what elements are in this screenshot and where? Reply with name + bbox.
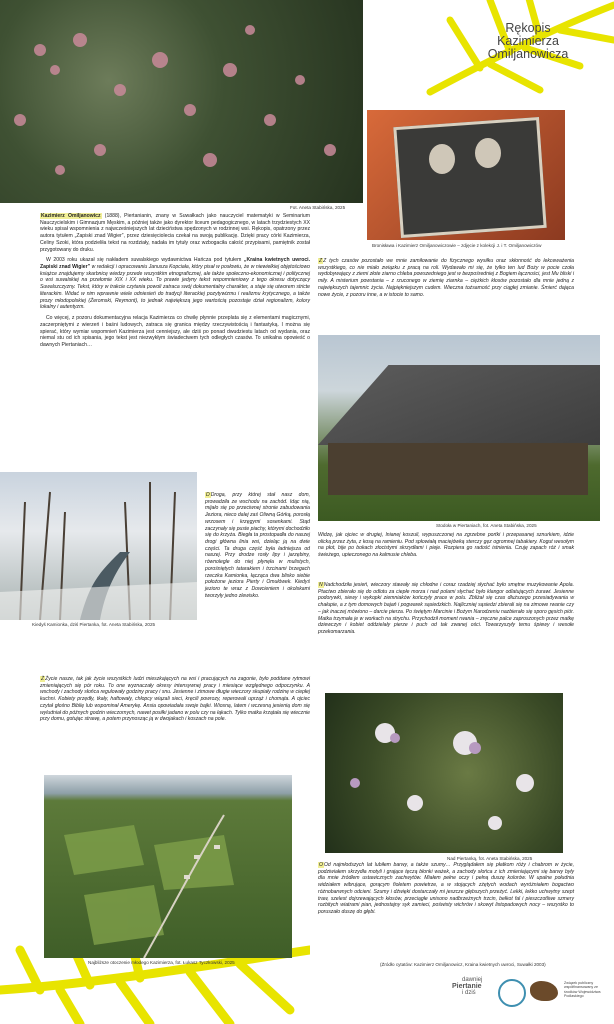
book-title: „Kraina kwietnych uwroci. Zapiski znad Wigier” — [40, 257, 310, 271]
intro-p2-b: w redakcji i opracowaniu Janusza Kopciała, który pisał w posłowiu, że w niewielkiej objętościowo książce znajdujemy skarbnicę wiedzy przede wszystkim etnograficznej, ale także społeczno-ekonomicznej i politycznej o wsi suwalskiej na przełomie XIX i XX wieku. To prawie jedyny tekst wspomnieniowy z tego okresu dotyczący Suwalszczyzny. Tekst, który w trakcie czytania powoli zatraca swój dokumentalny charakter, a staje się utworem stricte literackim. Widać w nim wprawnie wiele odniesień do tradycji literackiej pozytywizmu i realizmu krytycznego, a także prozy młodopolskiej (Żeromski, Reymont), to jednak największą jego wartością pozostaje dział regionalizm, kolory lokalny i autentyzm. — [40, 264, 310, 311]
top-photo-caption: Fot. Aneta Stabińska, 2025 — [290, 205, 346, 210]
river-caption: Kiedyś Kamionka, dziś Piertanka, fot. Aneta Stabińska, 2025 — [32, 622, 156, 627]
quote-right-3: NNadchodziła jesień, wieczory stawały się chłodne i coraz rzadziej słychać było smętne muzykowanie Apola. Ptactwo zbierało się do odlotu za ciepłe morza i nad polami słychać było klangor odlatujących żurawi. Jesienne podorywki, siewy i wykopki ziemniaków kończyły prace w polu. Zbliżał się czas dłuższego przesiadywania w chałupie, a z tym domowych bajań i pogwarek sąsiedzkich. Najliczniej sąsiedzi zbierali się na zimowe rwanie czy – jak inaczej mówiono – darcie pierza. Po świętym Marcinie i Bożym Narodzeniu nazbierało się sporo gęsich piór. Matka trzymała je w workach na strychu. Przychodził moment rwania – zręczne palce zaproszonych przez matkę dziewczyn i kobiet oddzielały pierze i puch od tak zwanej ości. Towarzyszyły temu śpiewy i wesołe przekomarzania. — [318, 582, 574, 636]
quote-river: DDroga, przy której stał nasz dom, prowadziła ze wschodu na zachód. Idąc nią, mijało się po przeciwnej stronie zabudowania Jeziora, nieco dalej zaś Oliwną Górką, porosłą wrzosem i krzęgymi sosenkami. Stąd zaczynały się puste piachy, którymi dochodziło się do krzyża. Biegła ta prostopadła do naszej drogi główna linia wsi, dzieląc ją na dwie części. Ta druga część była ładniejsza od naszej. Przy drodze rosły lipy i jarzębiny, równolegle do niej płynęła w mulistych, porośniętych tatarakiem i trzcinami brzegach rzeczka Kamionka, łącząca dwa blisko siebie położone jeziora Pierty i Omułówek. Kiedyś jezioro te wraz z Dowcieniem i okolskami tworzyły jedno zlewisko. — [205, 492, 310, 599]
piertanie-logo — [452, 977, 492, 996]
title-line-2: Kazimierza — [497, 34, 559, 49]
logo-line-1: dawniej — [462, 977, 483, 983]
title-line-1: Rękopis — [505, 21, 551, 35]
logo-main: Piertanie — [452, 983, 482, 990]
logo-line-2: i dziś — [462, 990, 476, 996]
quote-right-1-text: Z tych czasów pozostało we mnie zamiłowanie do fizycznego wysiłku oraz skłonność do lekceważenia wszystkiego, co nie miało związku z pracą na roli. Wydawało mi się, że tylko ten lud Boży w pocie czoła wydobywający z ziemi złote ziarno chleba powszedniego jest w bezpośredniej z Bogiem łączności, jest Mu bliski i miły. A misterium powstania – z rzuconego w ziemię ziarnka – ciężkich kłosów pozostało dla mnie jedną z największych tajemnic życia. Najpiękniejszym cudem. Wieczna tożsamość przy ciągłej zmianie. Śmierć dająca nowe życie, z pozoru inne, a w istocie to samo. — [318, 258, 574, 298]
quote-right-2 — [318, 532, 574, 559]
quote-river-text: Droga, przy której stał nasz dom, prowadziła ze wschodu na zachód. Idąc nią, mijało się po przeciwnej stronie zabudowania Jeziora, nieco dalej zaś Oliwną Górką, porosłą wrzosem i krzęgymi sosenkami. Stąd zaczynały się puste piachy, którymi dochodziło się do krzyża. Biegła ta prostopadła do naszej drogi główna linia wsi, dzieląc ją na dwie części. Ta druga część była ładniejsza od naszej. Przy drodze rosły lipy i jarzębiny, równolegle do niej płynęła w mulistych, porośniętych tatarakiem i trzcinami brzegach rzeczka Kamionka, łącząca dwa blisko siebie położone jeziora Pierty i Omułówek. Kiedyś jezioro te wraz z Dowcieniem i okolskami tworzyły jedno zlewisko. — [205, 492, 310, 599]
quote-right-2-text: Widzę, jak ojciec w drugiej, lnianej koszuli, wypuszczonej na zgrzebne portki i przepasanej sznurkiem, idzie olicką przez żyta, z kosą na ramieniu. Pod spłowiałą maciejówką sterczy gęz ogromnej tabakiery. Kogut wesołym na płot, bije po bokach złocistymi skrzydłami i pieje. Rozpiera go radość istnienia. Czuję zapach róż i smak świeżego, upieczonego na kalmusie chleba. — [318, 532, 574, 559]
circle-logo-icon — [498, 979, 526, 1007]
quote-right-4-text: Od najmłodszych lat lubiłem barwy, a także szumy… Przyglądałem się płatkom róży i chabrom w życie, podziwiałem skrzydła motyli i grające tęczą błonki ważek, a zachody słońca z ich zmieniającymi się barwy były dla mnie źródłem ustawicznych zachwytów. Miałem pełne oczy i pełną duszę kolorów. W upalne południa widziałem wibrujące, gorącym fioletem powietrze, a w stojących zżętych wodach wyróżniałem bogactwo różnobarwnych odcieni. Szumy i dźwięki dostarczały mi jeszcze głębszych przeżyć. Lekki, lekko uchwytny szept traw, szelest dojrzewających kłosów, przeciągłe unisono nadbrzeżnych trzcin, bełkot fal i pieszczotliwe szmery rozbitych wiatrami pian, jednostajny syk zamieci, poświsty wichrów i skowyt listopadowych nocy – wszystko to poruszało duszę do głębi. — [318, 862, 574, 916]
quote-left-2-text: Życie nasze, tak jak życie wszystkich ludzi mieszkających na wsi i pracujących na zagonie, było poddane rytmowi zmieniających się pór roku. To one wyznaczały okresy intensywnej pracy i miesiące względnego odpoczynku. A wschody i zachody słońca regulowały godziny pracy i snu. Jesienne i zimowe długie wieczory skupiały rodzinę w ciepłej kuchni. Kobiety przędły, tkały, haftowały, chłopcy wiązali sieci, kręcili powrozy, reperowali uprząż i chomąta. A ojciec czytał głośno Biblię lub wspominał Amerykę. Ansia opowiadała swoje bajki. Wiosną, latem i wczesną jesienią dom się wyludniał do późnych godzin wieczornych, nawet posiłki jadano w polu czy na łąkach. Tylko matka krzątała się wiecznie przy domu, gotując strawę, a potem przynosząc ją w dwojakach i koszach na pole. — [40, 676, 310, 723]
quote-right-1: ZZ tych czasów pozostało we mnie zamiłowanie do fizycznego wysiłku oraz skłonność do lekceważenia wszystkiego, co nie miało związku z pracą na roli. Wydawało mi się, że tylko ten lud Boży w pocie czoła wydobywający z ziemi złote ziarno chleba powszedniego jest w bezpośredniej z Bogiem łączności, jest Mu bliski i miły. A misterium powstania – z rzuconego w ziemię ziarnka – ciężkich kłosów pozostało dla mnie jedną z największych tajemnic życia. Najpiękniejszym cudem. Wieczna tożsamość przy ciągłej zmianie. Śmierć dająca nowe życie, z pozoru inne, a w istocie to samo. — [318, 258, 574, 298]
river-photo — [0, 472, 197, 620]
portrait-photo — [367, 110, 565, 240]
top-plant-photo — [0, 0, 363, 203]
partner-text: Związek publiczny współfinansowany ze środków Województwa Podlaskiego — [564, 981, 601, 998]
title-line-3: Omiljanowicza — [487, 47, 569, 62]
flowers-caption: Nad Piertanką, fot. Aneta Stabińska, 2025 — [447, 856, 533, 861]
quote-left-2: ŻŻycie nasze, tak jak życie wszystkich ludzi mieszkających na wsi i pracujących na zagonie, było poddane rytmowi zmieniających się pór roku. To one wyznaczały okresy intensywnej pracy i miesiące względnego odpoczynku. A wschody i zachody słońca regulowały godziny pracy i snu. Jesienne i zimowe długie wieczory skupiały rodzinę w ciepłej kuchni. Kobiety przędły, tkały, haftowały, chłopcy wiązali sieci, kręcili powrozy, reperowali uprząż i chomąta. A ojciec czytał głośno Biblię lub wspominał Amerykę. Ansia opowiadała swoje bajki. Wiosną, latem i wczesną jesienią dom się wyludniał do późnych godzin wieczornych, nawet posiłki jadano w polu czy na łąkach. Tylko matka krzątała się wiecznie przy domu, gotując strawę, a potem przynosząc ją w dwojakach i koszach na pole. — [40, 676, 310, 723]
source-note: (Źródło cytatów: Kazimierz Omiljanowicz, Kraina kwietnych uwroci, Suwałki 2003) — [380, 962, 546, 967]
portrait-caption: Bronisława i Kazimierz Omiljanowiczowie – zdjęcie z kolekcji J. i T. Omiljanowiczów — [372, 243, 542, 248]
intro-text — [40, 213, 310, 353]
author-name: Kazimierz Omiljanowicz — [41, 213, 101, 219]
intro-p1: (1888), Piertanianin, znany w Suwałkach jako nauczyciel matematyki w Seminarium Nauczycielskim i Gimnazjum Męskim, a później także jako dyrektor liceum pedagogicznego, w latach trzydziestych XX wieku spisał wspomnienia z najwcześniejszych lat dzieciństwa spędzonych w rodzinnej wsi. Rękopis, opatrzony przez autora tytułem „Zapiski znad Wigier”, przez dziesięciolecia czekał na swoją publikację. Dzięki pracy córki Kazimierza, Celiny Szoki, która podzieliła tekst na rozdziały, nadała im tytuły oraz wzbogaciła całość przypisami, pamiętnik został przygotowany do druku. — [40, 213, 310, 253]
intro-p2-a: W 2003 roku ukazał się nakładem suwalskiego wydawnictwa Hańcza pod tytułem — [46, 257, 244, 264]
aerial-photo — [44, 775, 292, 958]
page-title — [478, 22, 578, 61]
barn-photo — [318, 335, 600, 521]
intro-p3: Co więcej, z pozoru dokumentacyjna relacja Kazimierza co chwilę płynnie przeplata się z elementami magicznymi, zaczerpniętymi z wierzeń i baśni ludowych, zatraca się granica między rzeczywistością i fantastyką. I można się spierać, który wymiar wspomnień Kazimierza jest cenniejszy, ale dziś po ponad dwudziestu latach od wydania, oraz niemal stu od ich spisania, jego tekst jest niezwykłym świadectwem tych odległych czasów. To unikalna opowieść o dawnych Piertaniach… — [40, 315, 310, 348]
quote-right-3-text: Nadchodziła jesień, wieczory stawały się chłodne i coraz rzadziej słychać było smętne muzykowanie Apola. Ptactwo zbierało się do odlotu za ciepłe morza i nad polami słychać było klangor odlatujących żurawi. Jesienne podorywki, siewy i wykopki ziemniaków kończyły prace w polu. Zbliżał się czas dłuższego przesiadywania w chałupie, a z tym domowych bajań i pogwarek sąsiedzkich. Najliczniej sąsiedzi zbierali się na zimowe rwanie czy – jak inaczej mówiono – darcie pierza. Po świętym Marcinie i Bożym Narodzeniu nazbierało się sporo gęsich piór. Matka trzymała je w workach na strychu. Przychodził moment rwania – zręczne palce zaproszonych przez matkę dziewczyn i kobiet oddzielały pierze i puch od tak zwanej ości. Towarzyszyły temu śpiewy i wesołe przekomarzania. — [318, 582, 574, 636]
quote-right-4: OOd najmłodszych lat lubiłem barwy, a także szumy… Przyglądałem się płatkom róży i chabrom w życie, podziwiałem skrzydła motyli i grające tęczą błonki ważek, a zachody słońca z ich zmieniającymi się barwy były dla mnie źródłem ustawicznych zachwytów. Miałem pełne oczy i pełną duszę kolorów. W upalne południa widziałem wibrujące, gorącym fioletem powietrze, a w stojących zżętych wodach wyróżniałem bogactwo różnobarwnych odcieni. Szumy i dźwięki dostarczały mi jeszcze głębszych przeżyć. Lekki, lekko uchwytny szept traw, szelest dojrzewających kłosów, przeciągłe unisono nadbrzeżnych trzcin, bełkot fal i pieszczotliwe szmery rozbitych wiatrami pian, jednostajny syk zamieci, poświsty wichrów i skowyt listopadowych nocy – wszystko to poruszało duszę do głębi. — [318, 862, 574, 916]
footer-logos — [452, 975, 612, 1015]
barn-caption: Stodoła w Piertaniach, fot. Aneta Stabińska, 2025 — [436, 523, 537, 528]
bison-logo-icon — [530, 981, 558, 1001]
flowers-photo — [325, 693, 563, 853]
aerial-caption: Najbliższe otoczenie młodego Kazimierza, fot. Łukasz Tyczkowski, 2025 — [88, 960, 235, 965]
